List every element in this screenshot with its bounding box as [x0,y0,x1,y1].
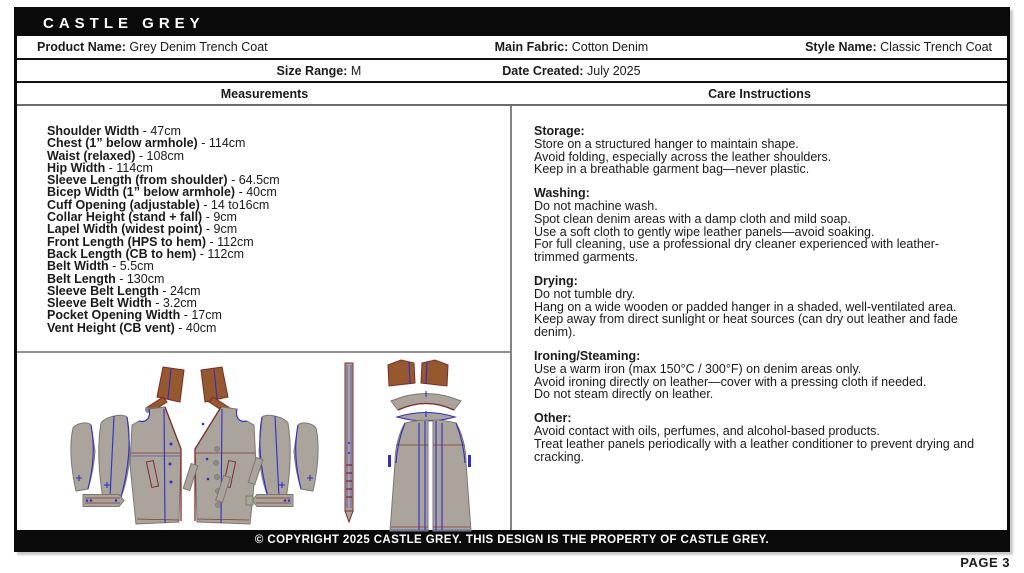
measurement-value: - 112cm [206,234,254,249]
measurement-value: - 9cm [202,222,238,237]
size-range-label: Size Range: [276,63,348,78]
measurement-value: - 5.5cm [108,259,154,274]
date-created-label: Date Created: [502,63,584,78]
date-created-cell [502,64,640,78]
date-created-value: July 2025 [587,63,641,78]
main-fabric-value: Cotton Denim [571,40,649,54]
care-section-heading: Ironing/Steaming: [534,348,641,363]
back-panel-left [390,420,428,531]
under-sleeve-right [294,423,318,491]
measurement-label: Belt Length [47,271,116,286]
brand-header-bar [17,10,1007,36]
care-section-heading: Washing: [534,186,590,201]
care-instructions-column [512,106,1007,530]
care-section [534,125,981,176]
measurement-label: Hip Width [47,160,106,175]
size-date-row [17,60,1007,83]
care-section-heading: Storage: [534,124,585,138]
style-name-value: Classic Trench Coat [880,40,992,54]
measurement-value: - 3.2cm [151,296,197,311]
upper-sleeve-left [99,415,130,499]
copyright-text: © COPYRIGHT 2025 CASTLE GREY. THIS DESIGN IS THE PROPERTY OF CASTLE GREY. [254,533,770,546]
measurement-value: - 112cm [196,246,245,261]
care-line: Spot clean denim areas with a damp cloth and mild soap. [534,211,851,226]
measurement-value: - 17cm [180,308,222,323]
leather-shoulder-yoke-right [201,367,228,402]
care-line: Avoid ironing directly on leather—cover with a pressing cloth if needed. [534,374,927,389]
care-section [534,275,981,339]
style-name-label: Style Name: [805,40,877,54]
measurement-value: - 47cm [139,124,181,138]
care-line: Keep away from direct sunlight or heat sources (can dry out leather and fade denim). [534,312,958,340]
measurement-label: Waist (relaxed) [47,148,136,163]
garment-flat-sketch [17,353,511,535]
care-instructions-header: Care Instructions [708,86,811,101]
measurement-value: - 114cm [197,136,246,151]
care-line: Use a soft cloth to gently wipe leather panels—avoid soaking. [534,224,875,239]
measurement-value: - 130cm [115,271,165,286]
brand-name: CASTLE GREY [43,14,205,32]
measurement-label: Sleeve Belt Width [47,296,152,311]
measurement-value: - 9cm [202,210,237,225]
care-line: Do not machine wash. [534,198,658,213]
leather-back-yoke-right [421,360,448,386]
measurement-value: - 108cm [135,148,185,163]
main-fabric-label: Main Fabric: [494,40,569,54]
collar-piece [391,391,461,410]
measurement-value: - 14 to16cm [199,197,270,212]
section-header-row [17,83,1007,106]
measurement-label: Cuff Opening (adjustable) [47,197,200,212]
measurement-label: Front Length (HPS to hem) [47,234,207,249]
content-area [17,106,1007,530]
cuff-strap-left [83,495,124,507]
care-line: Hang on a wide wooden or padded hanger in a shaded, well-ventilated area. [534,299,957,314]
care-line: Keep in a breathable garment bag—never plastic. [534,162,810,177]
care-section-heading: Drying: [534,273,578,288]
care-section [534,350,981,401]
measurements-column [17,106,512,530]
front-exploded-view [71,367,318,524]
technical-drawing-area [17,353,510,530]
measurement-label: Sleeve Belt Length [47,283,159,298]
measurement-value: - 40cm [235,185,277,200]
measurement-label: Chest (1” below armhole) [47,136,198,151]
care-line: Store on a structured hanger to maintain shape. [534,136,799,151]
waist-belt-drawing [345,363,353,522]
product-name-value: Grey Denim Trench Coat [129,40,268,54]
measurement-value: - 24cm [158,283,201,298]
measurement-label: Pocket Opening Width [47,308,181,323]
care-line: For full cleaning, use a professional dry cleaner experienced with leather-trimmed garments. [534,237,940,265]
measurement-label: Belt Width [47,259,109,274]
upper-sleeve-right [259,415,290,499]
style-name-cell [805,40,992,54]
collar-stand-piece [397,411,455,421]
care-section-heading: Other: [534,411,572,426]
care-line: Use a warm iron (max 150°C / 300°F) on denim areas only. [534,361,862,376]
measurement-label: Shoulder Width [47,124,140,138]
front-panel-right [195,407,256,524]
size-range-cell [277,64,362,78]
care-section [534,412,981,463]
measurements-list [17,106,510,353]
measurement-label: Vent Height (CB vent) [47,320,175,335]
care-line: Do not tumble dry. [534,286,636,301]
back-exploded-view [388,360,471,531]
main-fabric-cell [495,40,649,54]
measurement-value: - 40cm [174,320,217,335]
measurement-label: Bicep Width (1” below armhole) [47,185,236,200]
product-name-label: Product Name: [37,40,126,54]
under-sleeve-left [71,423,95,491]
page-number: PAGE 3 [960,555,1010,570]
measurement-label: Collar Height (stand + fall) [47,210,203,225]
care-line: Avoid contact with oils, perfumes, and alcohol-based products. [534,423,880,438]
cuff-strap-right [246,495,293,507]
product-name-cell [17,40,268,54]
leather-shoulder-yoke-left [157,367,184,402]
care-line: Treat leather panels periodically with a leather conditioner to prevent drying and cracking. [534,436,975,464]
measurement-label: Lapel Width (widest point) [47,222,203,237]
measurement-row [47,322,510,334]
size-range-value: M [350,63,362,78]
tech-pack-page [14,7,1010,552]
care-line: Do not steam directly on leather. [534,387,714,402]
leather-back-yoke-left [388,360,415,386]
measurement-label: Sleeve Length (from shoulder) [47,173,228,188]
product-info-row [17,36,1007,60]
care-section [534,187,981,264]
back-panel-right [433,420,471,531]
measurement-value: - 64.5cm [227,173,280,188]
measurement-label: Back Length (CB to hem) [47,246,197,261]
measurement-value: - 114cm [105,160,153,175]
front-panel-left [130,407,181,524]
measurements-header: Measurements [220,86,309,101]
care-line: Avoid folding, especially across the leather shoulders. [534,149,832,164]
